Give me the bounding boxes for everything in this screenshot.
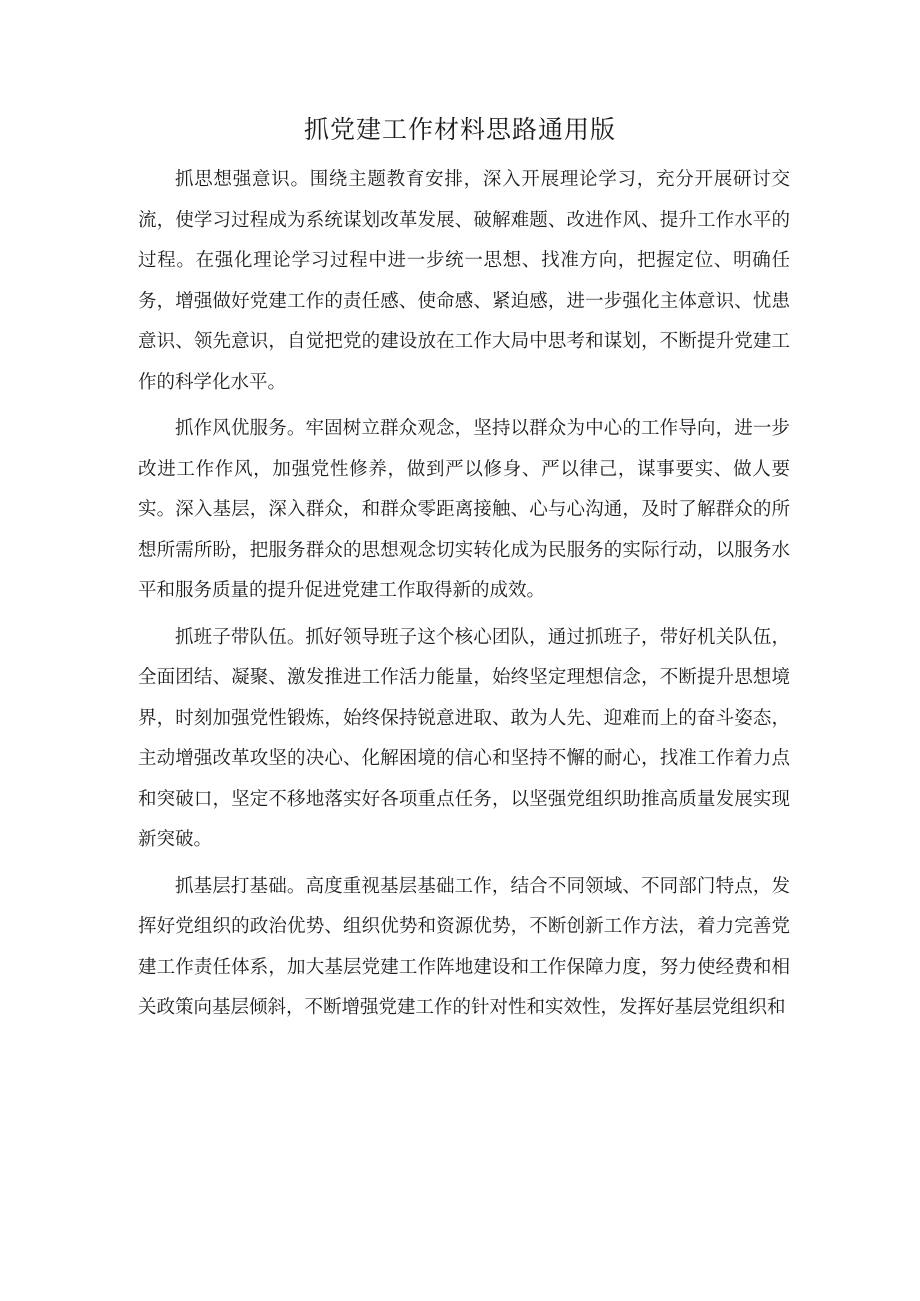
paragraph-team: 抓班子带队伍。抓好领导班子这个核心团队，通过抓班子，带好机关队伍，全面团结、凝聚、激发推进工作活力能量，始终坚定理想信念，不断提升思想境界，时刻加强党性锻炼，始终保持锐意进取、敢为人先、迎难而上的奋斗姿态，主动增强改革攻坚的决心、化解困境的信心和坚持不懈的耐心，找准工作着力点和突破口，坚定不移地落实好各项重点任务，以坚强党组织助推高质量发展实现新突破。 xyxy=(138,626,790,850)
document-title: 抓党建工作材料思路通用版 xyxy=(303,115,616,144)
paragraph-style-service: 抓作风优服务。牢固树立群众观念，坚持以群众为中心的工作导向，进一步改进工作作风，加强党性修养，做到严以修身、严以律己，谋事要实、做人要实。深入基层，深入群众，和群众零距离接触、心与心沟通，及时了解群众的所想所需所盼，把服务群众的思想观念切实转化成为民服务的实际行动，以服务水平和服务质量的提升促进党建工作取得新的成效。 xyxy=(138,418,790,601)
paragraph-grassroots: 抓基层打基础。高度重视基层基础工作，结合不同领域、不同部门特点，发挥好党组织的政治优势、组织优势和资源优势，不断创新工作方法，着力完善党建工作责任体系，加大基层党建工作阵地建设和工作保障力度，努力使经费和相关政策向基层倾斜，不断增强党建工作的针对性和实效性，发挥好基层党组织和 xyxy=(138,875,790,1018)
document-body xyxy=(138,160,790,1035)
paragraph-thought: 抓思想强意识。围绕主题教育安排，深入开展理论学习，充分开展研讨交流，使学习过程成为系统谋划改革发展、破解难题、改进作风、提升工作水平的过程。在强化理论学习过程中进一步统一思想、找准方向，把握定位、明确任务，增强做好党建工作的责任感、使命感、紧迫感，进一步强化主体意识、忧患意识、领先意识，自觉把党的建设放在工作大局中思考和谋划，不断提升党建工作的科学化水平。 xyxy=(138,169,790,393)
